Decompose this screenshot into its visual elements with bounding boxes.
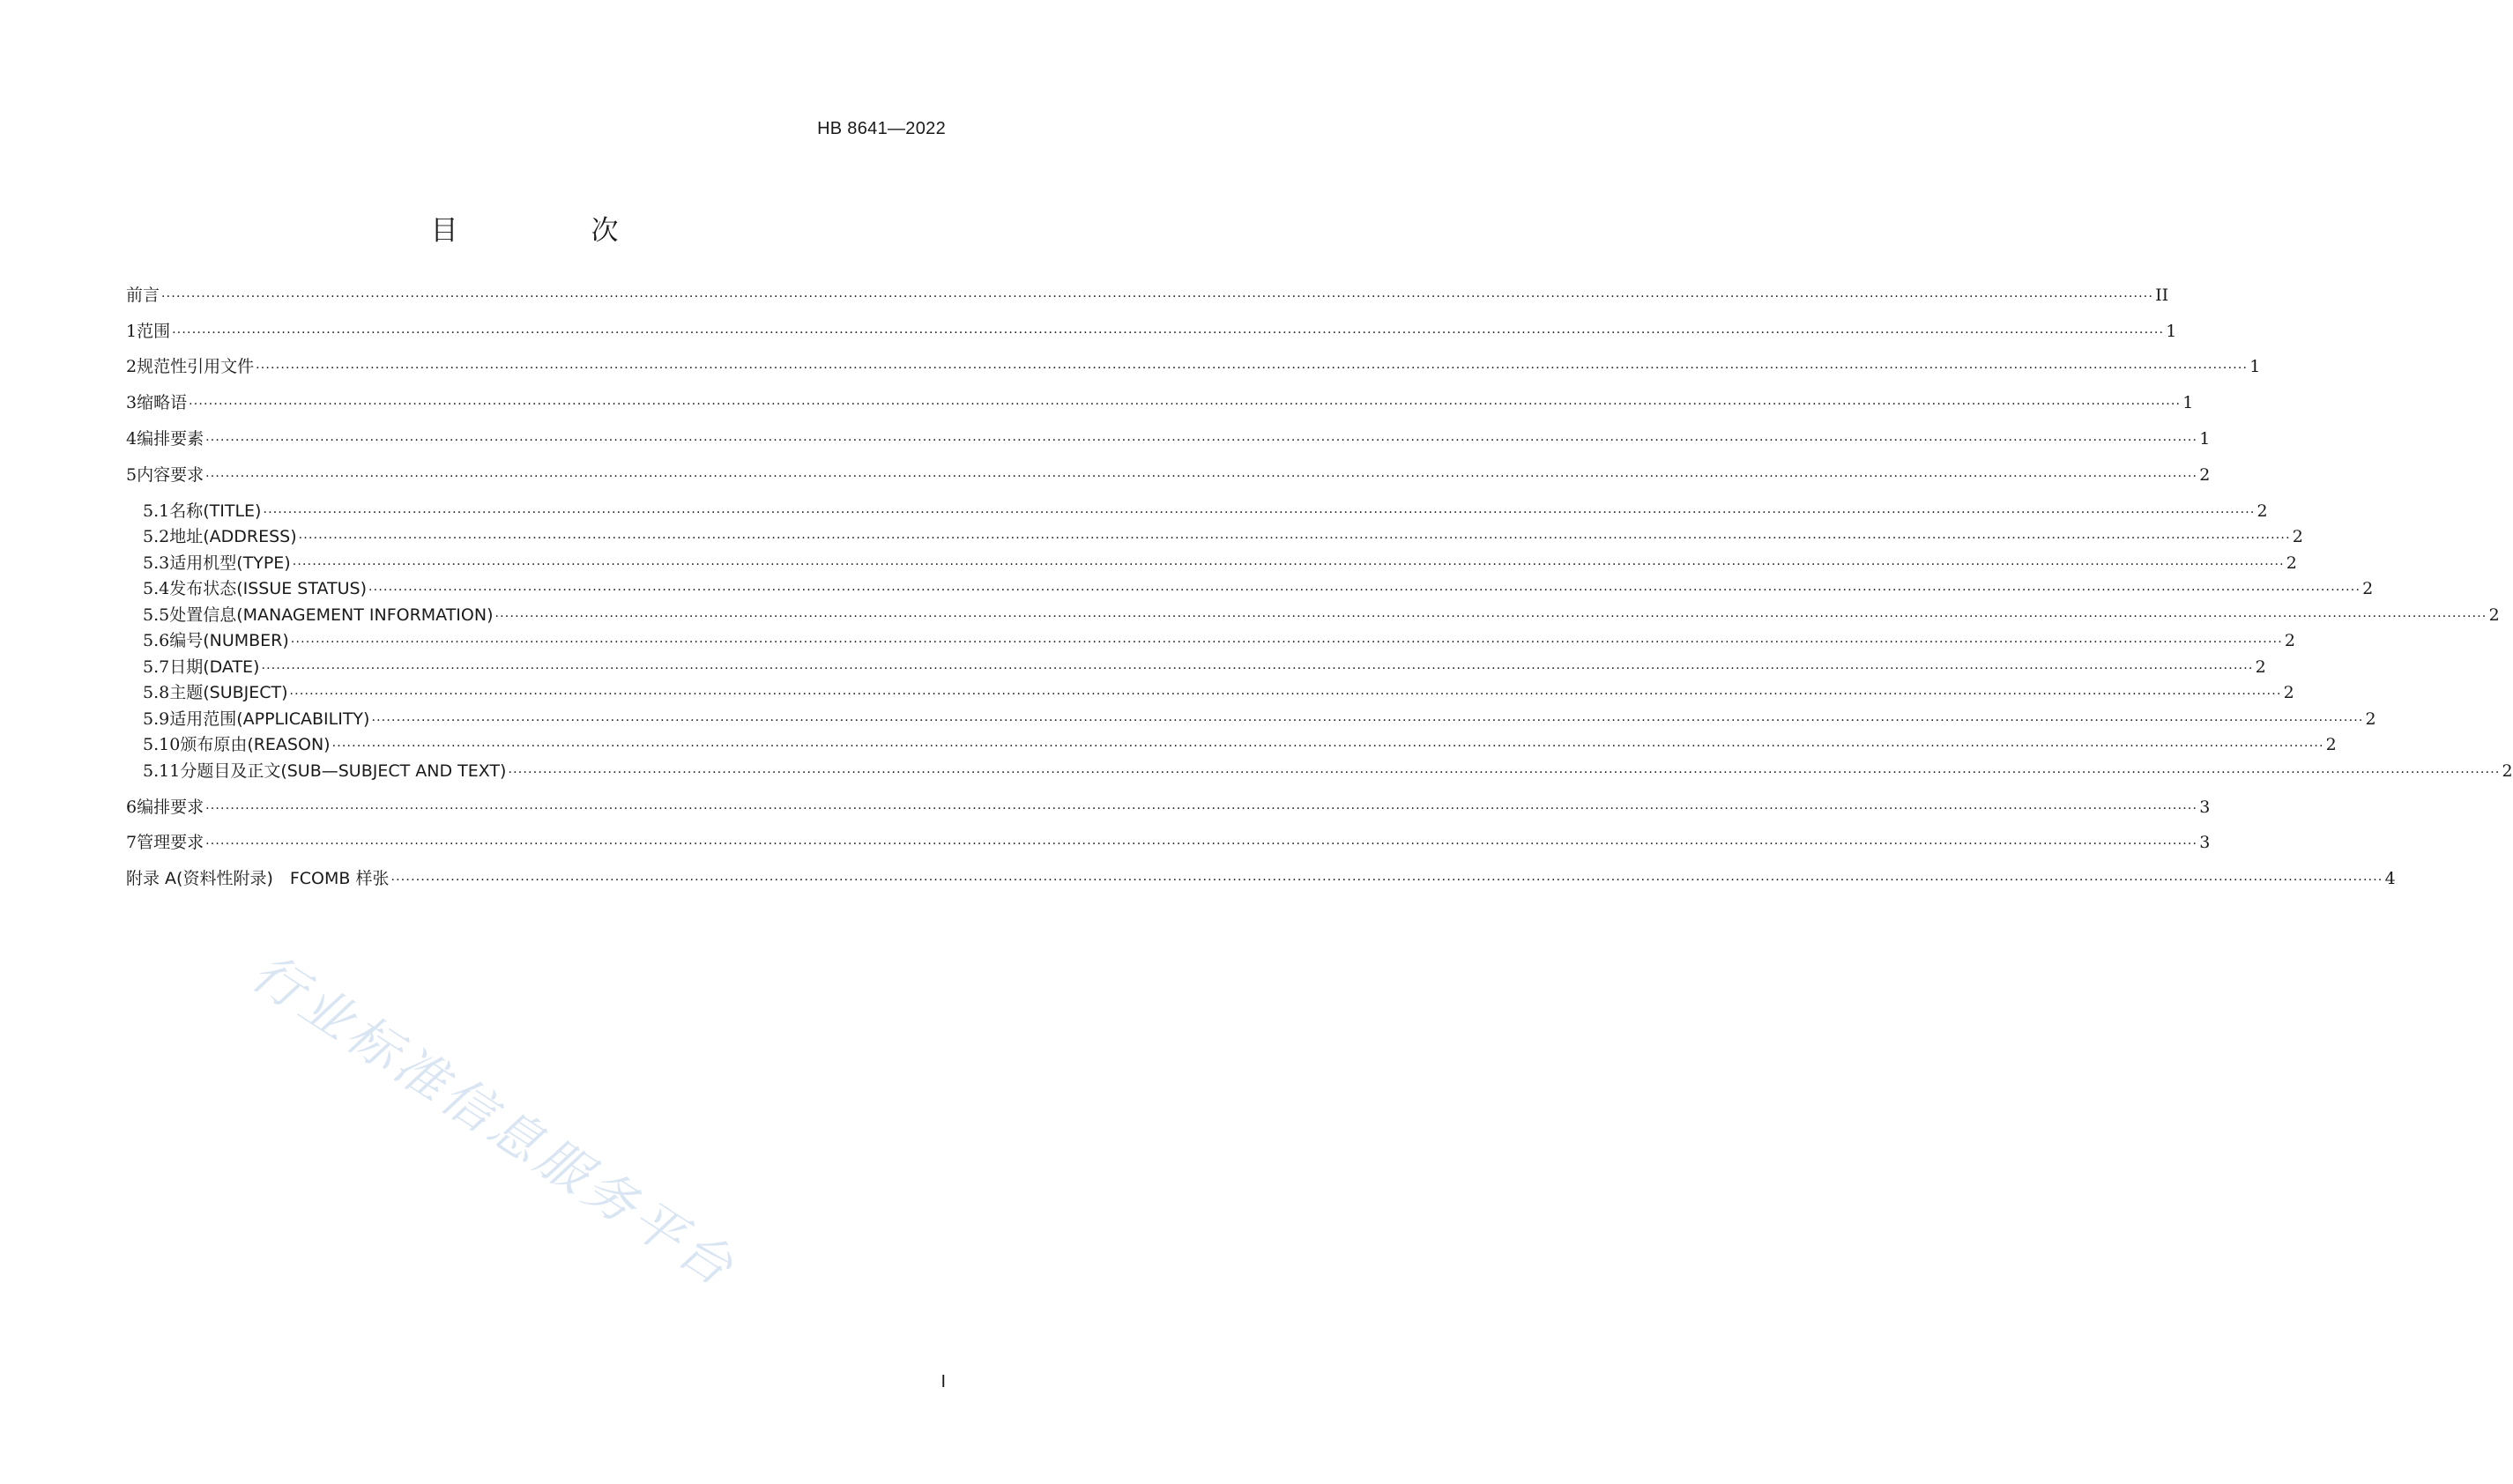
toc-dot-leader: ················································································································································································································································································································································································································ [289, 687, 2282, 701]
toc-entry-label: 编排要求 [137, 798, 204, 817]
toc-entry[interactable] [143, 758, 2513, 781]
toc-entry[interactable] [126, 462, 2211, 485]
toc-entry-number: 5.4 [143, 579, 170, 598]
toc-entry-number: 5.10 [143, 735, 181, 754]
toc-entry[interactable] [126, 426, 2211, 449]
toc-entry[interactable] [143, 654, 2266, 677]
toc-entry-page: 1 [2182, 393, 2194, 412]
toc-entry-number: 2 [126, 357, 138, 376]
toc-entry-label: 适用机型(TYPE) [169, 553, 291, 573]
toc-entry-page: 2 [2255, 657, 2266, 677]
toc-entry[interactable] [143, 550, 2297, 573]
toc-entry-label: 缩略语 [137, 393, 188, 412]
toc-entry[interactable] [126, 829, 2211, 852]
toc-entry-page: 2 [2365, 709, 2376, 729]
toc-entry-label: 内容要求 [137, 465, 204, 485]
toc-entry[interactable] [143, 498, 2268, 521]
toc-dot-leader: ················································································································································································································································································································································································································ [205, 802, 2198, 816]
toc-entry-label: 编号(NUMBER) [169, 631, 289, 650]
footer-page-number: I [941, 1372, 946, 1391]
toc-dot-leader: ················································································································································································································································································································································································································ [298, 531, 2291, 545]
toc-entry-label: 日期(DATE) [169, 657, 260, 677]
toc-entry-page: 2 [2488, 605, 2500, 625]
watermark: 行业标准信息服务平台 [241, 941, 747, 1300]
toc-entry-number: 6 [126, 798, 138, 817]
toc-entry-number: 7 [126, 833, 138, 852]
toc-dot-leader: ················································································································································································································································································································································································································ [331, 739, 2324, 753]
toc-dot-leader: ················································································································································································································································································································································································································ [261, 662, 2254, 676]
toc-entry-label: 编排要素 [137, 429, 204, 449]
toc-entry-page: 2 [2325, 735, 2337, 754]
toc-entry-page: 3 [2199, 833, 2211, 852]
toc-entry-page: 2 [2362, 579, 2374, 598]
toc-entry-number: 5.7 [143, 657, 170, 677]
toc-title: 目 次 [430, 215, 672, 247]
toc-entry-page: 2 [2283, 683, 2294, 702]
toc-entry-number: 5.11 [143, 761, 181, 781]
toc-entry[interactable] [126, 794, 2211, 817]
toc-entry-page: 2 [2199, 465, 2211, 485]
toc-entry-label: 前言 [126, 286, 160, 305]
toc-entry-label: 范围 [137, 322, 171, 341]
toc-entry-number: 4 [126, 429, 138, 449]
toc-dot-leader: ················································································································································································································································································································································································································ [256, 361, 2249, 375]
toc-entry-label: 名称(TITLE) [169, 501, 262, 521]
toc-entry[interactable] [143, 523, 2303, 546]
toc-entry[interactable] [126, 318, 2177, 341]
toc-dot-leader: ················································································································································································································································································································································································································ [205, 837, 2198, 851]
toc-entry-number: 5.1 [143, 501, 170, 521]
toc-entry-number: 3 [126, 393, 138, 412]
toc-dot-leader: ················································································································································································································································································································································································································ [161, 290, 2154, 304]
toc-entry-label: 分题目及正文(SUB—SUBJECT AND TEXT) [180, 761, 507, 781]
toc-entry-page: 2 [2292, 527, 2303, 546]
toc-entry[interactable] [143, 602, 2500, 625]
toc-dot-leader: ················································································································································································································································································································································································································ [290, 635, 2283, 649]
toc-entry[interactable] [126, 282, 2169, 305]
toc-entry[interactable] [126, 865, 2396, 888]
toc-entry-page: 2 [2286, 553, 2297, 573]
toc-entry-page: 2 [2502, 761, 2513, 781]
toc-entry[interactable] [143, 679, 2294, 702]
toc-entry-page: II [2155, 286, 2169, 305]
toc-entry-label: 主题(SUBJECT) [169, 683, 288, 702]
toc-entry[interactable] [143, 706, 2376, 729]
toc-entry-page: 1 [2166, 322, 2177, 341]
toc-dot-leader: ················································································································································································································································································································································································································ [494, 610, 2487, 624]
toc-entry-label: 颁布原由(REASON) [180, 735, 331, 754]
toc-entry[interactable] [126, 390, 2194, 412]
toc-entry-number: 5.6 [143, 631, 170, 650]
toc-entry[interactable] [126, 353, 2261, 376]
toc-entry-label: 处置信息(MANAGEMENT INFORMATION) [169, 605, 494, 625]
toc-entry[interactable] [143, 731, 2337, 754]
toc-dot-leader: ················································································································································································································································································································································································································ [368, 583, 2361, 597]
toc-dot-leader: ················································································································································································································································································································································································································ [205, 470, 2198, 484]
toc-entry-number: 5 [126, 465, 138, 485]
toc-entry-page: 2 [2256, 501, 2268, 521]
toc-dot-leader: ················································································································································································································································································································································································································ [263, 506, 2256, 520]
toc-entry-number: 5.3 [143, 553, 170, 573]
toc-entry-label: 适用范围(APPLICABILITY) [169, 709, 370, 729]
toc-entry-label: 地址(ADDRESS) [169, 527, 297, 546]
toc-dot-leader: ················································································································································································································································································································································································································ [390, 873, 2383, 887]
toc-dot-leader: ················································································································································································································································································································································································································ [189, 397, 2182, 412]
toc-dot-leader: ················································································································································································································································································································································································································ [371, 714, 2364, 728]
toc-dot-leader: ················································································································································································································································································································································································································ [172, 326, 2165, 340]
toc-entry-number: 5.2 [143, 527, 170, 546]
toc-entry-label: 附录 A(资料性附录) FCOMB 样张 [126, 869, 390, 888]
toc-entry-label: 管理要求 [137, 833, 204, 852]
toc-entry-page: 3 [2199, 798, 2211, 817]
standard-code: HB 8641—2022 [817, 119, 946, 138]
toc-dot-leader: ················································································································································································································································································································································································································ [508, 766, 2501, 780]
toc-entry-label: 规范性引用文件 [137, 357, 255, 376]
toc-dot-leader: ················································································································································································································································································································································································································ [205, 434, 2198, 448]
toc-entry-label: 发布状态(ISSUE STATUS) [169, 579, 368, 598]
toc-entry-number: 1 [126, 322, 138, 341]
toc-entry-page: 4 [2384, 869, 2396, 888]
toc-entry-number: 5.9 [143, 709, 170, 729]
toc-dot-leader: ················································································································································································································································································································································································································ [292, 558, 2285, 572]
toc-entry[interactable] [143, 575, 2374, 598]
toc-entry-page: 1 [2249, 357, 2261, 376]
toc-entry-number: 5.8 [143, 683, 170, 702]
toc-entry-page: 2 [2284, 631, 2295, 650]
toc-entry[interactable] [143, 627, 2295, 650]
toc-entry-page: 1 [2199, 429, 2211, 449]
toc-entry-number: 5.5 [143, 605, 170, 625]
